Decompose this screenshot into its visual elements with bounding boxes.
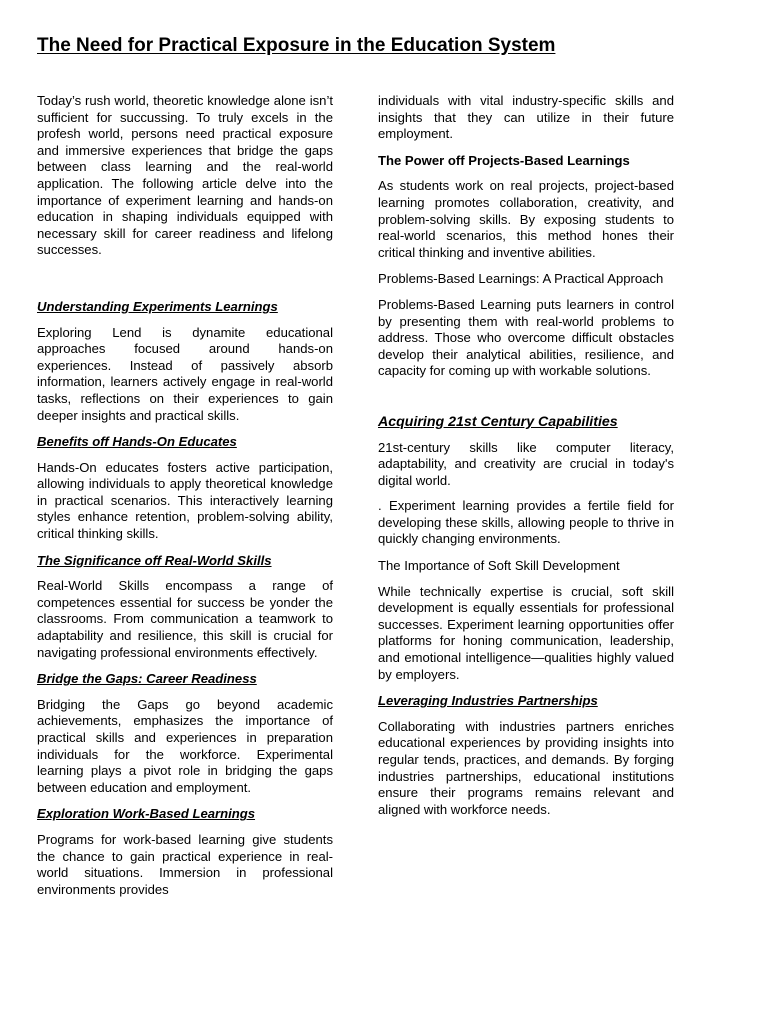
section-body-21st-century-1: 21st-century skills like computer literacy, adaptability, and creativity are crucial in today's digital world. bbox=[378, 439, 674, 488]
section-heading-career-readiness: Bridge the Gaps: Career Readiness bbox=[37, 671, 257, 687]
section-body-work-based: Programs for work-based learning give students the chance to gain practical experience in real-world situations. Immersion in professional environments provides bbox=[37, 831, 333, 897]
continued-paragraph: individuals with vital industry-specific skills and insights that they can utilize in their future employment. bbox=[378, 93, 674, 142]
section-body-project-based: As students work on real projects, project-based learning promotes collaboration, creativity, and problem-solving skills. By exposing students to real-world scenarios, this method hones their critical thinking and inventive abilities. bbox=[378, 178, 674, 260]
intro-paragraph: Today’s rush world, theoretic knowledge alone isn’t sufficient for succussing. To truly excels in the profesh world, persons need practical exposure and immersive experiences that bridge the gaps between class learning and the real-world application. The following article delve into the importance of experiment learning and hands-on education in shaping individuals equipped with necessary skill for career readiness and lifelong successes. bbox=[37, 93, 333, 258]
section-heading-real-world-skills: The Significance off Real-World Skills bbox=[37, 552, 272, 568]
section-body-problem-based: Problems-Based Learning puts learners in control by presenting them with real-world problems to address. Those who overcome difficult obstacles develop their analytical abilities, resilience, and capacity for coming up with workable solutions. bbox=[378, 296, 674, 379]
section-heading-experiments-learning: Understanding Experiments Learnings bbox=[37, 298, 278, 314]
section-body-industry-partnerships: Collaborating with industries partners enriches educational experiences by providing insights into regular tends, practices, and demands. By forging industries partnerships, educational institutions ensure their programs remains relevant and aligned with workforce needs. bbox=[378, 718, 674, 817]
section-body-experiments-learning: Exploring Lend is dynamite educational approaches focused around hands-on experiences. Instead of passively absorb information, learners actively engage in real-world tasks, reflections on their experiences to gain deeper insights and practical skills. bbox=[37, 324, 333, 423]
section-body-hands-on: Hands-On educates fosters active participation, allowing individuals to apply theoretical knowledge in practical scenarios. This interactively learning styles enhance retention, problem-solving ability, critical thinking skills. bbox=[37, 459, 333, 542]
section-body-21st-century-2: . Experiment learning provides a fertile field for developing these skills, allowing people to thrive in quickly changing environments. bbox=[378, 498, 674, 547]
section-heading-21st-century: Acquiring 21st Century Capabilities bbox=[378, 413, 618, 430]
section-heading-project-based: The Power off Projects-Based Learnings bbox=[378, 152, 630, 168]
section-heading-industry-partnerships: Leveraging Industries Partnerships bbox=[378, 693, 598, 709]
right-column bbox=[378, 93, 674, 818]
section-body-real-world-skills: Real-World Skills encompass a range of competences essential for success be yonder the classrooms. From communication a teamwork to adaptability and resilience, this skill is crucial for navigating professional environments effectively. bbox=[37, 578, 333, 660]
section-heading-soft-skills: The Importance of Soft Skill Development bbox=[378, 558, 620, 574]
page-title: The Need for Practical Exposure in the Education System bbox=[37, 35, 556, 56]
section-heading-work-based: Exploration Work-Based Learnings bbox=[37, 806, 256, 822]
section-heading-hands-on: Benefits off Hands-On Educates bbox=[37, 434, 237, 450]
section-heading-problem-based: Problems-Based Learnings: A Practical Approach bbox=[378, 271, 664, 287]
section-body-soft-skills: While technically expertise is crucial, soft skill development is equally essentials for professional successes. Experiment learning opportunities offer platforms for honing communication, leadership, and emotional intelligence—qualities highly valued by employers. bbox=[378, 583, 674, 682]
section-body-career-readiness: Bridging the Gaps go beyond academic achievements, emphasizes the importance of practical skills and experiences in preparation individuals for the workforce. Experimental learning plays a pivot role in bridging the gaps between education and employment. bbox=[37, 696, 333, 795]
left-column bbox=[37, 93, 333, 898]
